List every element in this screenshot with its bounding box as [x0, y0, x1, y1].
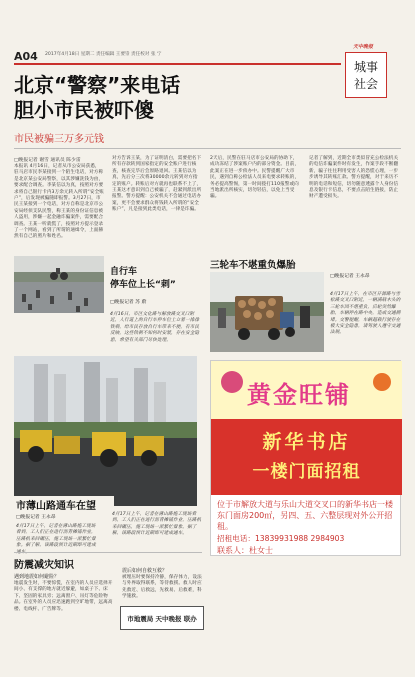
- road-byline: □晚报记者 王永昂: [16, 515, 56, 520]
- knowledge-body-col1: 地震发生时，不要惊慌，在室内的人员应选择开间小、有支撑的地方就近躲避，如桌子下、床下、坚固的家具旁；远离窗户、吊灯等危险物品。在室外的人员应迅速跑到空旷地带，远离高楼、电线杆、广告牌等。: [14, 581, 113, 612]
- lead-body-col4: 记者了解到，近期全市类似冒充公检法机关的电信诈骗案件时有发生，作案手段不断翻新，骗子往往利用受害人的恐慌心理，一步步诱导其转账汇款。警方提醒，对于来历不明的电话和短信，切勿随意透露个人身份信息及银行卡信息，不要点击陌生链接，防止财产遭受损失。: [309, 156, 399, 200]
- lead-byline: □晚报记者 谢雪 通讯员 陈少雷: [14, 158, 81, 163]
- knowledge-q2: 震后如何自救互救？: [122, 568, 168, 574]
- ad-flower-left: [221, 371, 243, 393]
- knowledge-body-col2: 被埋压时要保持冷静，保存体力，设法与外界取得联系，等待救援。救人时应先救近、后救远，先救易、后救难，科学施救。: [122, 575, 202, 600]
- ad-main-title-2: 一楼门面招租: [252, 462, 361, 482]
- car-byline: □晚报记者 苏 蔚: [110, 300, 147, 305]
- road-body: 4月17日上午，记者在薄山路施工现场看到，工人们正在进行沥青摊铺作业，压路机来回碾压，施工现场一派繁忙景象。据了解，该路段预计近期即可建成: [16, 524, 96, 549]
- lead-headline-2: 胆小市民被吓傻: [14, 98, 154, 122]
- ad-description: 位于市解放大道与乐山大道交叉口的新华书店一楼东门面房200㎡，另四、五、六整层现对外公开招租。: [217, 500, 393, 531]
- ad-phone: 招租电话：13839931988 2984903: [217, 534, 345, 543]
- lead-body-col2: 对方告诉王某，为了证明清白，需要把名下所有存款转到国家指定的安全账户进行核查，核查完毕后会原路退回。王某信以为真，先后分三次将30000余元转到对方指定的账户。转账后对方就再也联系不上了，王某这才意识到自己被骗了，赶紧到派出所报警。警方提醒：公安机关不会通过电话办案，更不会要求群众将钱转入所谓的“安全账户”，凡是接到此类电话，一律是诈骗。: [112, 156, 202, 213]
- tricycle-body: 4月17日上午，在市区开源路与雪松路交叉口附近，一辆满载木头的三轮车因不堪重负，后轮突然爆胎，车辆停在路中央，造成交通拥堵。交警提醒，车辆超载行驶存在极大安全隐患，请驾驶人遵守交通法规。: [330, 292, 401, 336]
- ad-flower-right: [373, 373, 391, 391]
- knowledge-footer-label: 市地震局 天中晚报 联办: [127, 614, 197, 623]
- page-number: A04: [14, 50, 38, 63]
- section-title-line2: 社会: [353, 77, 378, 91]
- tricycle-byline: □晚报记者 王永昂: [330, 274, 370, 279]
- ad-contact: 联系人：杜女士: [217, 546, 273, 555]
- ad-top-title: 黄金旺铺: [247, 381, 351, 409]
- knowledge-headline: 防震减灾知识: [14, 560, 74, 571]
- car-headline-2: 停车位上长“刺”: [110, 280, 176, 290]
- tricycle-photo: [210, 272, 324, 352]
- knowledge-q1: 遇到地震如何避险？: [14, 574, 60, 580]
- road-body-continued: 4月17日上午，记者在薄山路施工现场看到，工人们正在进行沥青摊铺作业，压路机来回碾压，施工现场一派繁忙景象。据了解，该路段预计近期即可建成通车。: [112, 512, 202, 537]
- bookstore-ad: [210, 360, 401, 556]
- knowledge-divider: [14, 552, 202, 553]
- lead-divider: [14, 148, 401, 149]
- road-construction-photo: [14, 356, 197, 506]
- section-title-line1: 城事: [353, 60, 378, 74]
- lead-headline-1: 北京“警察”来电话: [14, 73, 181, 97]
- road-headline: 市薄山路通车在望: [16, 501, 96, 512]
- ad-main-title-1: 新华书店: [262, 431, 351, 453]
- knowledge-footer-box: [120, 606, 204, 630]
- lead-body-col1: 本报讯 4月16日，记者从市公安局获悉，驻马店市民李某接到一个陌生电话，对方称是北京某公安局警察，以其涉嫌洗钱为由，要求配合调查。李某信以为真，按照对方要求将自己银行卡内3万余元转入所谓“安全账户”，后发现被骗随即报警。3月27日，市民王某接到一个电话，对方自称是北京市公安局经侦支队民警，称王某的身份证信息被人盗用，涉嫌一起金融诈骗案件，需要配合调查。王某一听就慌了，按照对方提示登录了一个网站，看到了所谓的通缉令，上面赫然有自己的照片和姓名。: [14, 164, 104, 240]
- lead-body-col3: 2天后，民警在驻马店市公安局的协助下，成功冻结了涉案账户内的部分资金。目前，此案正在进一步侦办中。民警提醒广大市民，遇到自称公检法人员来电要求转账的，务必提高警惕，第一时间拨打110报警或向当地派出所核实，切勿轻信，以免上当受骗。: [210, 156, 300, 200]
- brand-logo: 天中晚报: [353, 44, 374, 50]
- lead-subheadline: 市民被骗三万多元钱: [14, 134, 104, 145]
- section-title: [345, 52, 387, 98]
- car-body: 4月16日，市区文化路与解放路交叉口附近，人行道上的自行车停车位上立着一排排铁刺，给市民存放自行车带来不便。有市民反映，这些铁刺不知何时安装，存在安全隐患，希望有关部门尽快处理。: [110, 312, 200, 343]
- dateline: 2017年4月18日 星期二 责任编辑 王要崇 责任校对 张 宁: [45, 52, 162, 57]
- car-headline-1: 自行车: [110, 267, 138, 277]
- bike-spike-photo: [14, 256, 104, 313]
- masthead-rule: [14, 63, 341, 65]
- tricycle-headline: 三轮车不堪重负爆胎: [210, 260, 296, 271]
